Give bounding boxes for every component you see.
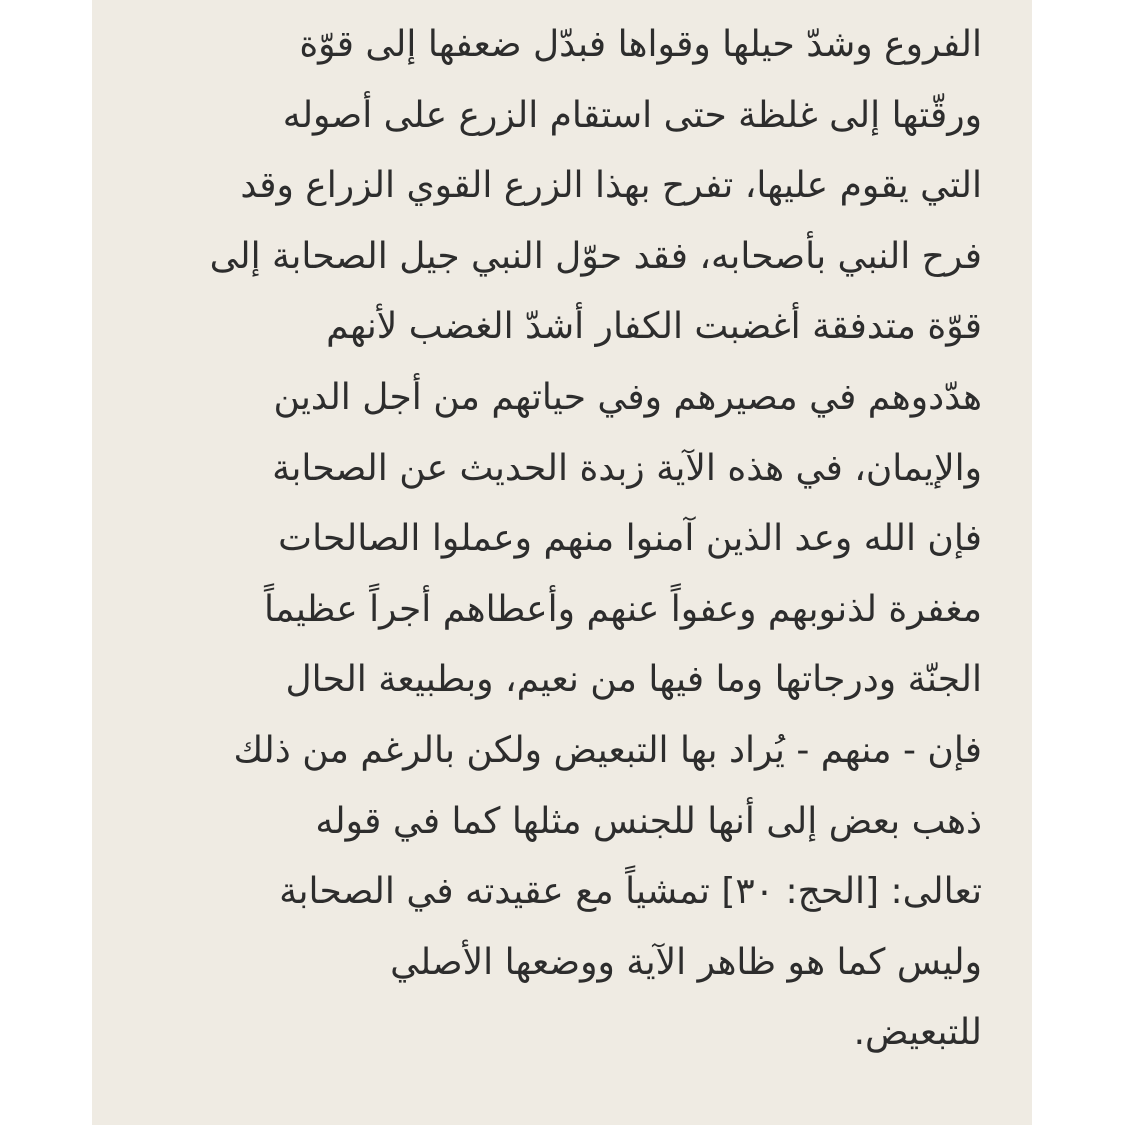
document-page: [92, 0, 1032, 1125]
body-text: [132, 10, 982, 1069]
text-line: فإن - منهم - يُراد بها التبعيض ولكن بالرغم من ذلك: [233, 729, 982, 771]
text-line: فرح النبي بأصحابه، فقد حوّل النبي جيل الصحابة إلى: [209, 235, 982, 277]
text-line: الفروع وشدّ حيلها وقواها فبدّل ضعفها إلى قوّة: [299, 24, 982, 65]
text-line: هدّدوهم في مصيرهم وفي حياتهم من أجل الدين: [273, 376, 982, 418]
text-line: تعالى: [الحج: ٣٠] تمشياً مع عقيدته في الصحابة: [279, 871, 982, 913]
text-line: التي يقوم عليها، تفرح بهذا الزرع القوي الزراع وقد: [240, 165, 982, 207]
text-line: قوّة متدفقة أغضبت الكفار أشدّ الغضب لأنهم: [326, 306, 982, 348]
text-line: والإيمان، في هذه الآية زبدة الحديث عن الصحابة: [272, 447, 982, 489]
text-line: فإن الله وعد الذين آمنوا منهم وعملوا الصالحات: [278, 518, 982, 560]
text-line: الجنّة ودرجاتها وما فيها من نعيم، وبطبيعة الحال: [285, 659, 982, 701]
text-line: للتبعيض.: [853, 1012, 982, 1054]
text-line: ورقّتها إلى غلظة حتى استقام الزرع على أصوله: [282, 94, 982, 136]
text-line: مغفرة لذنوبهم وعفواً عنهم وأعطاهم أجراً عظيماً: [264, 588, 982, 630]
text-line: وليس كما هو ظاهر الآية ووضعها الأصلي: [390, 941, 982, 983]
text-line: ذهب بعض إلى أنها للجنس مثلها كما في قوله: [315, 800, 982, 842]
